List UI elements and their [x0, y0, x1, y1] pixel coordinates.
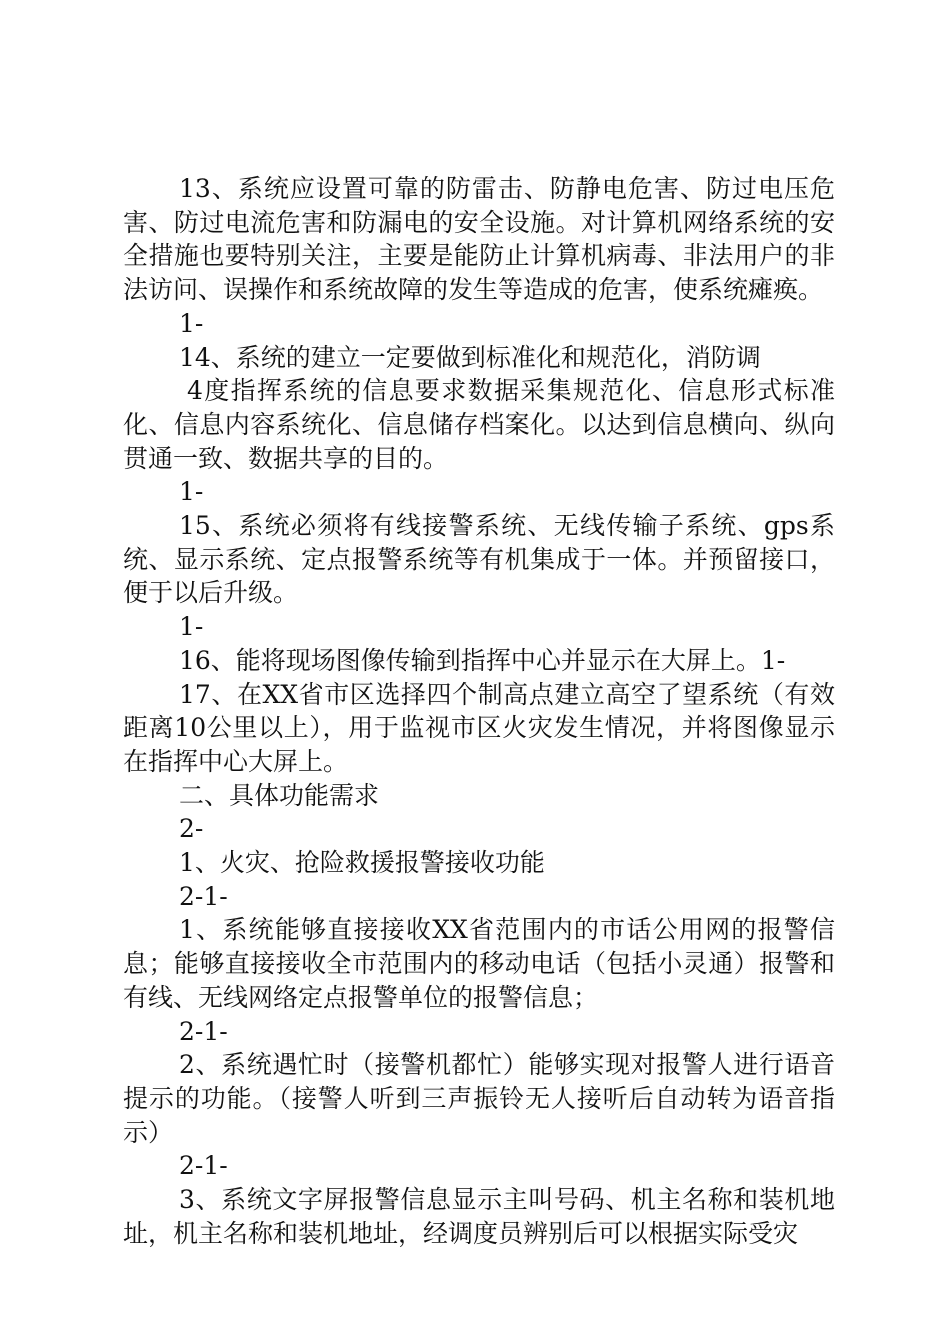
requirement-1-direct-alarm-receiving: 1、系统能够直接接收XX省范围内的市话公用网的报警信息；能够直接接收全市范围内的移动电话（包括小灵通）报警和有线、无线网络定点报警单位的报警信息；: [123, 915, 835, 1012]
subsection-heading-alarm-receiving: 1、火灾、抢险救援报警接收功能: [179, 848, 545, 878]
page-marker: 2-1-: [179, 1151, 228, 1181]
page-marker: 2-1-: [179, 1016, 228, 1046]
paragraph-17-lookout-system: 17、在XX省市区选择四个制高点建立高空了望系统（有效距离10公里以上），用于监视市区火灾发生情况，并将图像显示在指挥中心大屏上。: [123, 679, 835, 776]
paragraph-16-video-transmission: 16、能将现场图像传输到指挥中心并显示在大屏上。1-: [179, 645, 786, 675]
page-marker: 1-: [179, 477, 204, 507]
paragraph-14-standardization: 14、系统的建立一定要做到标准化和规范化，消防调: [179, 342, 761, 372]
paragraph-13-safety: 13、系统应设置可靠的防雷击、防静电危害、防过电压危害、防过电流危害和防漏电的安全设施。对计算机网络系统的安全措施也要特别关注，主要是能防止计算机病毒、非法用户的非法访问、误操作和系统故障的发生等造成的危害，使系统瘫痪。: [123, 174, 835, 305]
requirement-2-busy-voice-prompt: 2、系统遇忙时（接警机都忙）能够实现对报警人进行语音提示的功能。（接警人听到三声振铃无人接听后自动转为语音指示）: [123, 1050, 835, 1147]
document-body: [123, 172, 835, 1251]
paragraph-15-integration: 15、系统必须将有线接警系统、无线传输子系统、gps系统、显示系统、定点报警系统等有机集成于一体。并预留接口，便于以后升级。: [123, 511, 835, 608]
requirement-3-caller-info-display: 3、系统文字屏报警信息显示主叫号码、机主名称和装机地址，机主名称和装机地址，经调度员辨别后可以根据实际受灾: [123, 1185, 835, 1248]
page-marker: 2-: [179, 814, 204, 844]
page-marker: 2-1-: [179, 881, 228, 911]
section-heading-functional-requirements: 二、具体功能需求: [179, 780, 380, 810]
page-marker: 1-: [179, 308, 204, 338]
paragraph-14-continued: 4度指挥系统的信息要求数据采集规范化、信息形式标准化、信息内容系统化、信息储存档案化。以达到信息横向、纵向贯通一致、数据共享的目的。: [123, 376, 835, 473]
page-marker: 1-: [179, 612, 204, 642]
